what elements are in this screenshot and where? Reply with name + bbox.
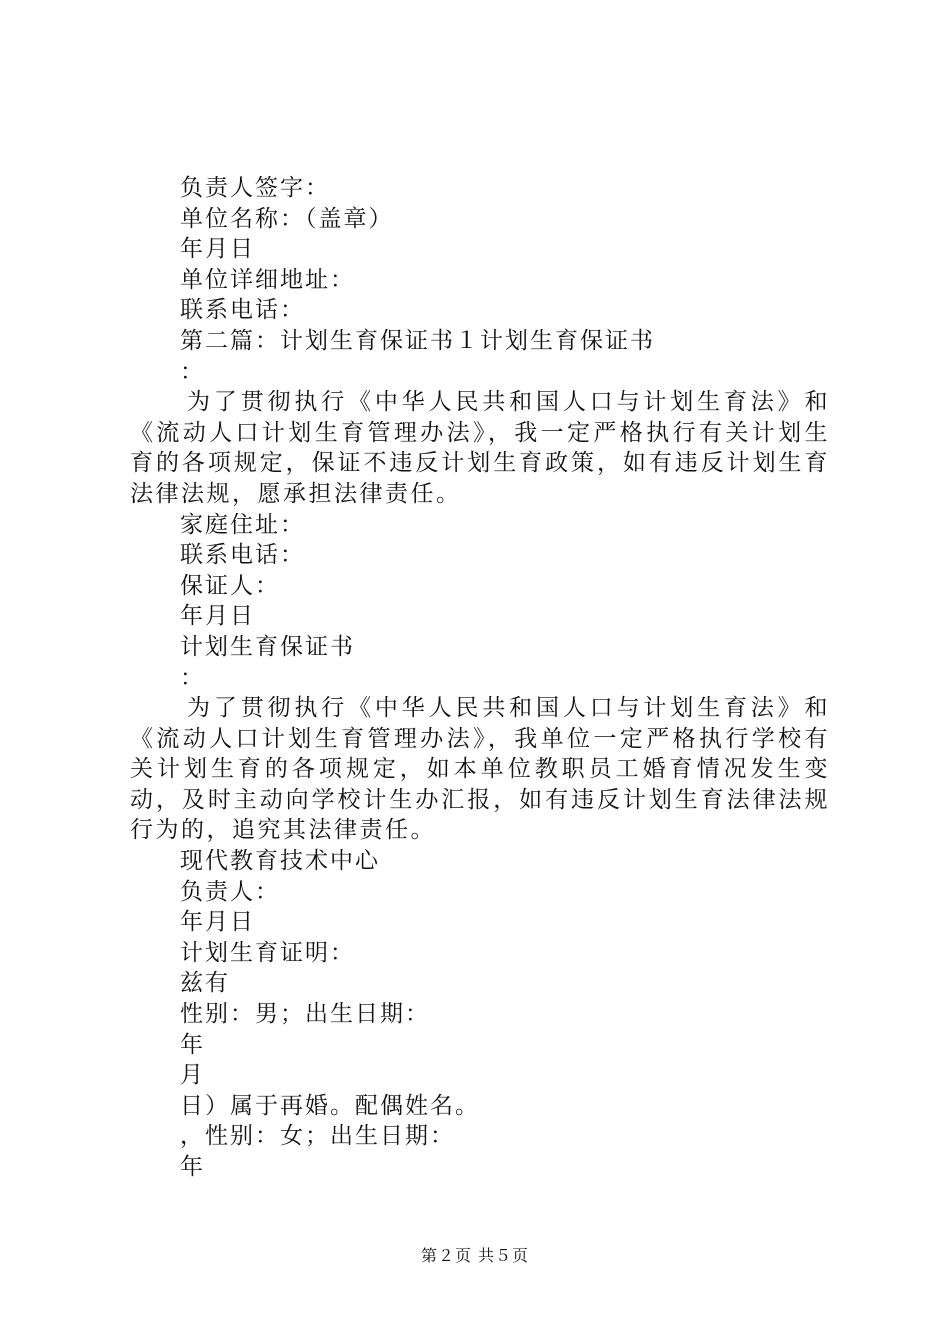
pledge-title: 计划生育保证书 <box>180 633 355 660</box>
responsible-person-label: 负责人： <box>180 878 280 905</box>
date-label: 年月日 <box>180 603 255 630</box>
salutation-colon: ： <box>180 664 205 691</box>
phone-label: 联系电话： <box>180 297 305 324</box>
page-indicator: 第２页 共５页 <box>420 1246 530 1265</box>
certificate-line: 兹有 <box>180 970 230 997</box>
certificate-title: 计划生育证明： <box>180 939 355 966</box>
signature-label: 负责人签字： <box>180 175 330 201</box>
certificate-line: 月 <box>180 1062 205 1089</box>
salutation-colon: ： <box>180 358 205 385</box>
unit-name-label: 单位名称：（盖章） <box>180 205 394 232</box>
unit-name: 现代教育技术中心 <box>180 848 380 875</box>
section-heading: 第二篇：计划生育保证书１计划生育保证书 <box>180 327 655 354</box>
date-label: 年月日 <box>180 909 255 936</box>
unit-address-label: 单位详细地址： <box>180 266 355 293</box>
certificate-line: 日）属于再婚。配偶姓名。 <box>180 1092 480 1119</box>
home-address-label: 家庭住址： <box>180 511 305 538</box>
date-label: 年月日 <box>180 236 255 263</box>
certificate-line: 年 <box>180 1031 205 1058</box>
document-body <box>130 173 830 1183</box>
pledge-paragraph-unit: 为了贯彻执行《中华人民共和国人口与计划生育法》和《流动人口计划生育管理办法》，我单位一定严格执行学校有关计划生育的各项规定，如本单位教职员工婚育情况发生变动，及时主动向学校计生办汇报，如有违反计划生育法律法规行为的，追究其法律责任。 <box>130 695 830 844</box>
certificate-line: 年 <box>180 1154 205 1180</box>
pledge-paragraph-personal: 为了贯彻执行《中华人民共和国人口与计划生育法》和《流动人口计划生育管理办法》，我一定严格执行有关计划生育的各项规定，保证不违反计划生育政策，如有违反计划生育法律法规，愿承担法律责任。 <box>130 389 830 507</box>
certificate-line: 性别：男；出生日期： <box>180 1001 430 1028</box>
certificate-line: ，性别：女；出生日期： <box>180 1123 455 1150</box>
guarantor-label: 保证人： <box>180 572 280 599</box>
phone-label: 联系电话： <box>180 542 305 569</box>
